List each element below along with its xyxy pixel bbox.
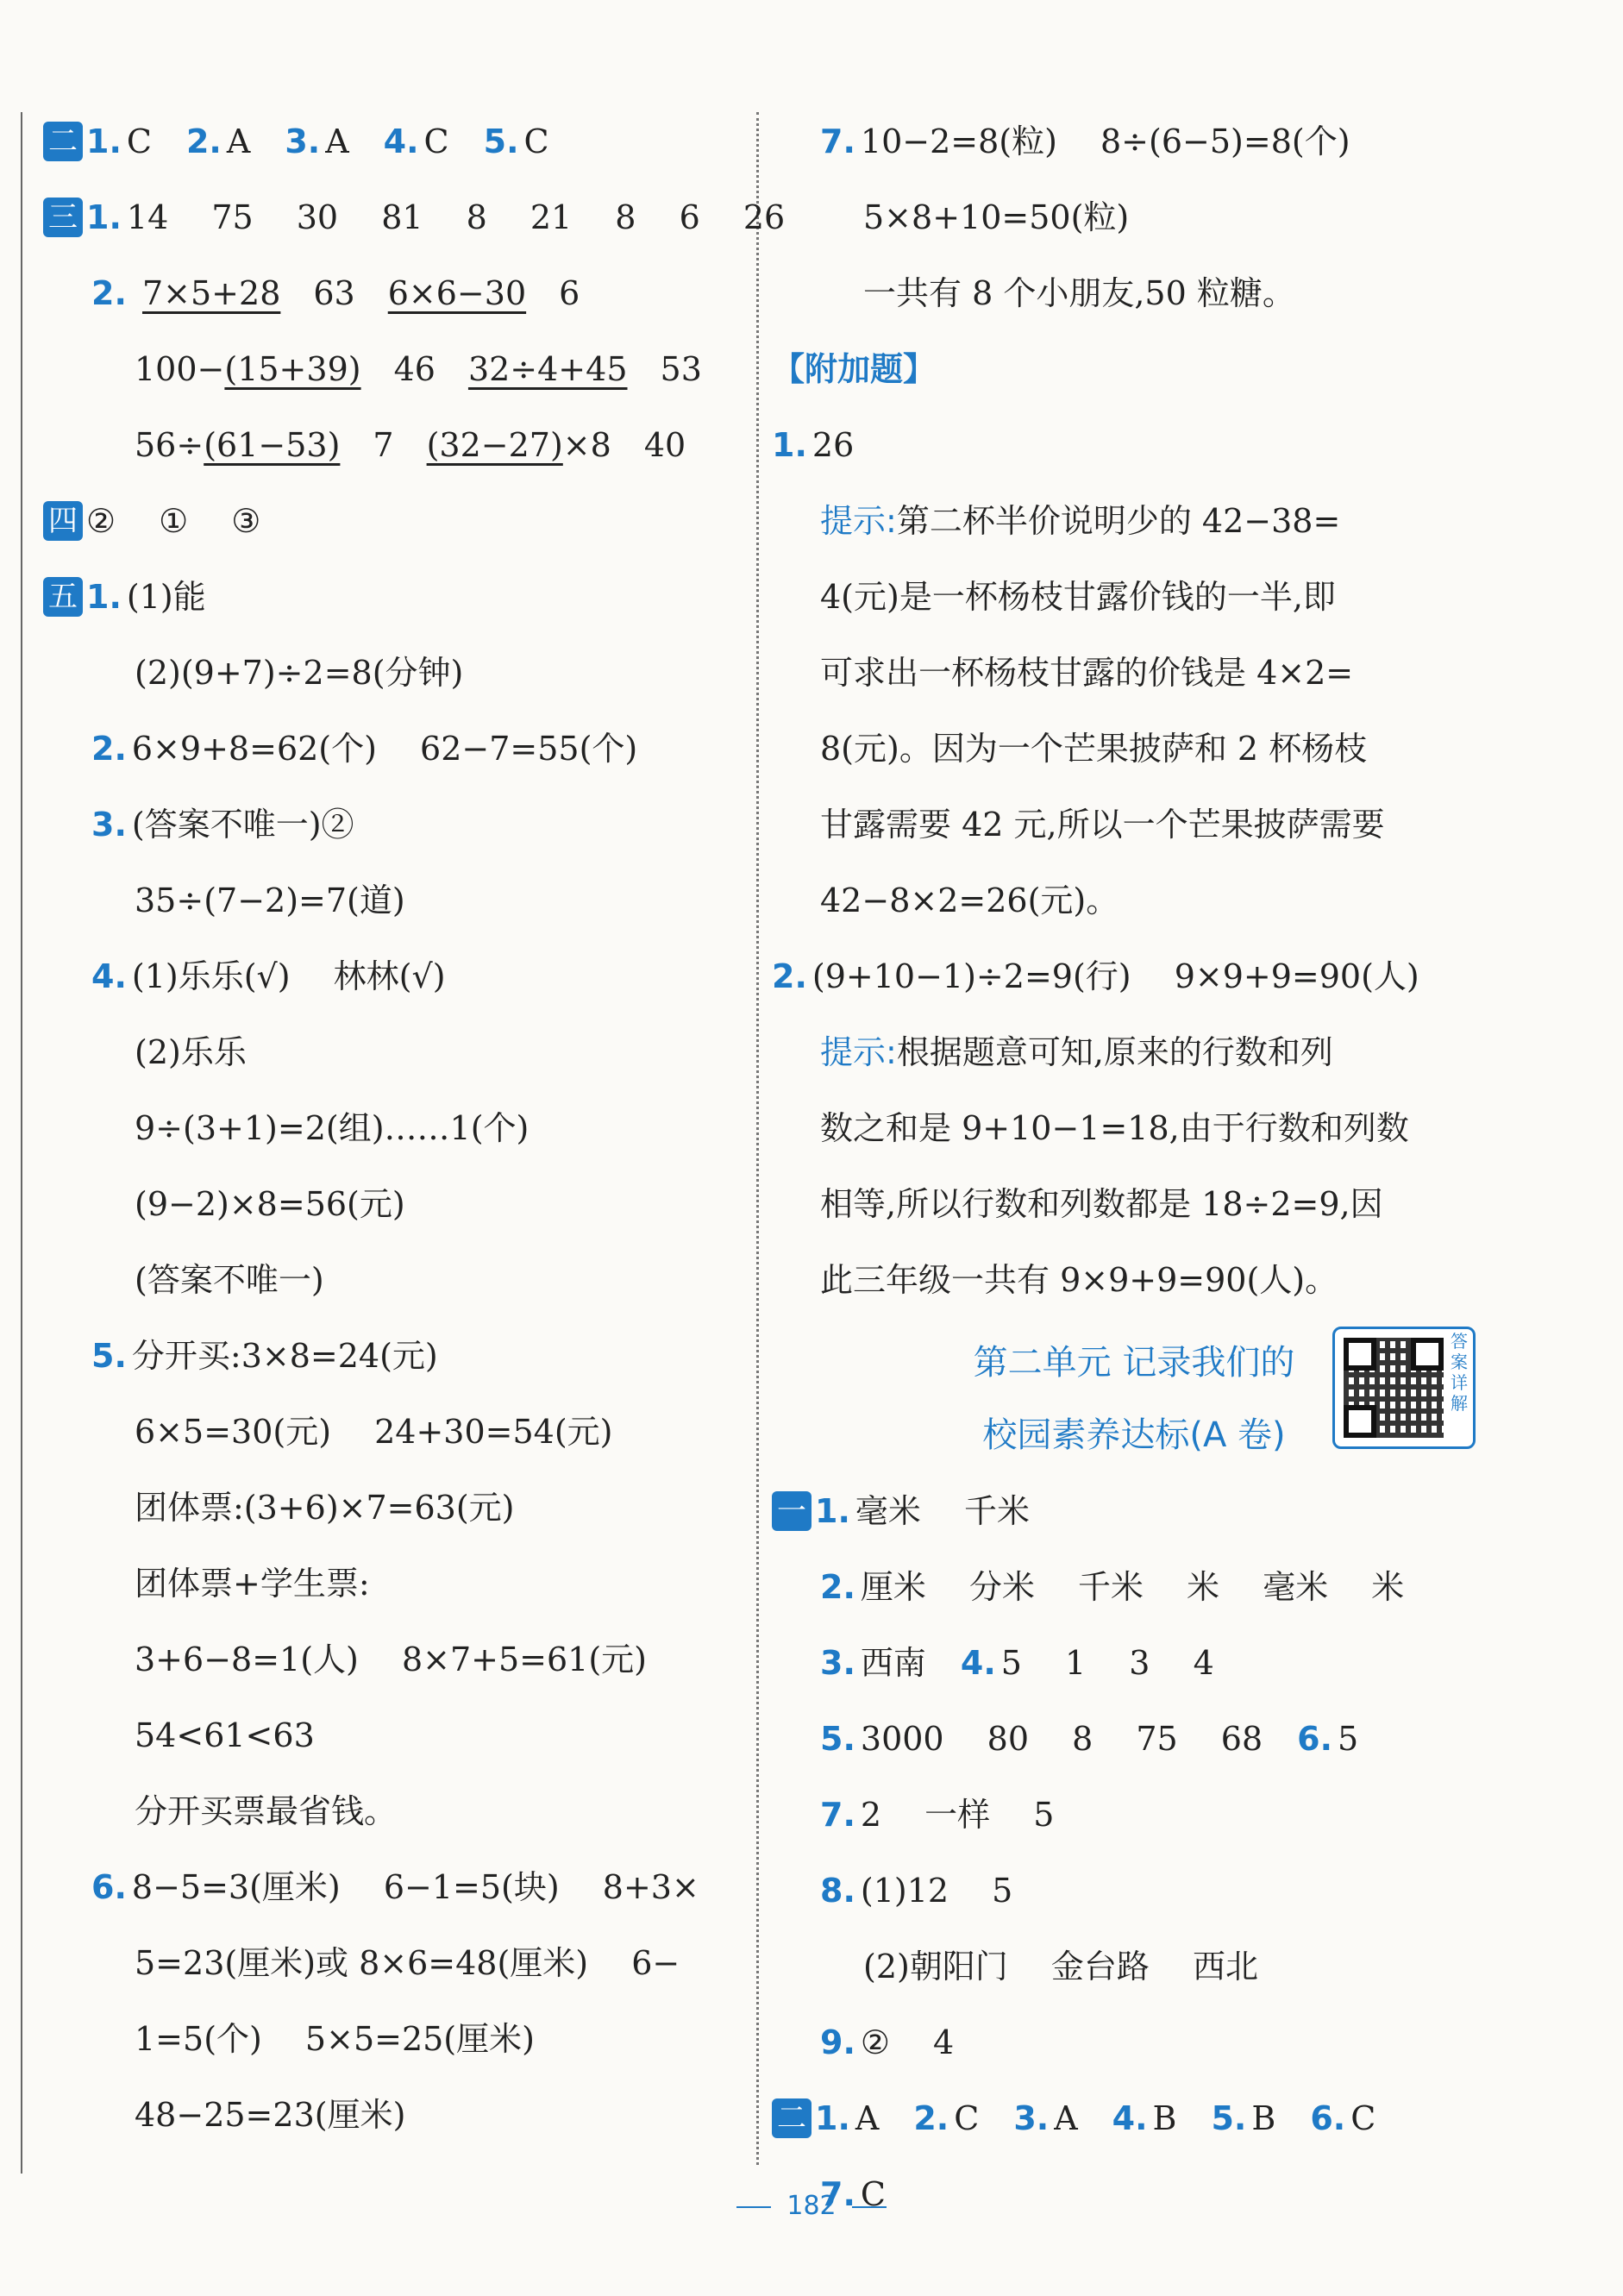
question-number: 8. — [820, 1872, 855, 1910]
answer-text: 9÷(3+1)=2(组)……1(个) — [135, 1109, 530, 1147]
answer-line — [43, 1394, 759, 1470]
answer-text: 63 — [280, 274, 388, 312]
answer-line — [43, 1166, 759, 1242]
question-number: 5. — [820, 1720, 855, 1758]
answer-line — [772, 1701, 1513, 1777]
answer-text: (9−2)×8=56(元) — [135, 1185, 405, 1223]
answer-text: (2)乐乐 — [135, 1033, 247, 1071]
answer-line — [772, 1166, 1513, 1242]
answer-line — [43, 1546, 759, 1622]
answer-text: (1)能 — [126, 578, 206, 616]
answer-line — [772, 1014, 1513, 1090]
answer-line — [43, 179, 786, 255]
answer-line — [772, 787, 1513, 863]
answer-text: 6×5=30(元) 24+30=54(元) — [135, 1413, 613, 1451]
question-number: 4. — [383, 122, 419, 160]
answer-text: C — [860, 2175, 886, 2213]
question-number: 5. — [483, 122, 519, 160]
question-number: 3. — [820, 1644, 855, 1682]
question-number: 1. — [86, 198, 122, 236]
answer-text: 分开买:3×8=24(元) — [131, 1337, 438, 1375]
answer-text: ② ① ③ — [86, 502, 261, 540]
qr-corner — [1344, 1405, 1376, 1438]
answer-line — [772, 483, 1513, 559]
answer-text: 一共有 8 个小朋友,50 粒糖。 — [863, 274, 1295, 312]
answer-line — [43, 255, 759, 331]
answer-text: 5 — [1338, 1720, 1359, 1758]
answer-text: 3+6−8=1(人) 8×7+5=61(元) — [135, 1640, 648, 1678]
answer-line — [772, 1777, 1513, 1853]
question-number: 2. — [185, 122, 222, 160]
footer-dash — [736, 2206, 771, 2208]
answer-text: (9+10−1)÷2=9(行) 9×9+9=90(人) — [812, 957, 1419, 995]
qr-corner — [1344, 1338, 1376, 1371]
question-number: 9. — [820, 2023, 855, 2061]
answer-text: 6 — [526, 274, 580, 312]
answer-text: (1)12 5 — [860, 1872, 1013, 1910]
answer-line — [772, 635, 1513, 711]
answer-line — [43, 1470, 759, 1546]
answer-text: 8(元)。因为一个芒果披萨和 2 杯杨枝 — [820, 730, 1368, 768]
answer-text: 5×8+10=50(粒) — [863, 198, 1130, 236]
qr-label: 答案详解 — [1451, 1331, 1468, 1414]
answer-line — [772, 1473, 1513, 1549]
answer-line — [43, 1849, 759, 1925]
answer-text: C — [423, 122, 449, 160]
answer-text: 46 — [360, 350, 468, 388]
answer-text: 根据题意可知,原来的行数和列 — [896, 1033, 1333, 1071]
question-number: 4. — [960, 1644, 996, 1682]
answer-text: (2)(9+7)÷2=8(分钟) — [135, 654, 464, 692]
question-number: 1. — [815, 2099, 850, 2137]
answer-line — [772, 938, 1513, 1014]
answer-line — [43, 938, 759, 1014]
answer-text: B — [1152, 2099, 1177, 2137]
answer-text: 第二杯半价说明少的 42−38= — [896, 502, 1341, 540]
answer-line — [772, 407, 1513, 483]
answer-text: 5=23(厘米)或 8×6=48(厘米) 6− — [135, 1944, 680, 1982]
question-number: 3. — [285, 122, 321, 160]
section-title-line2: 校园素养达标(A 卷) — [982, 1415, 1286, 1455]
question-number: 2. — [91, 274, 127, 312]
answer-line — [772, 331, 1513, 407]
answer-line — [43, 559, 759, 635]
question-number: 7. — [820, 2175, 855, 2213]
answer-line — [772, 559, 1513, 635]
section-title-line1: 第二单元 记录我们的 — [973, 1343, 1295, 1383]
answer-text: 6×9+8=62(个) 62−7=55(个) — [131, 730, 638, 768]
answer-line — [43, 787, 759, 863]
right-answers-part2 — [772, 1473, 1513, 2232]
answer-text: 相等,所以行数和列数都是 18÷2=9,因 — [820, 1185, 1383, 1223]
answer-text: 48−25=23(厘米) — [135, 2096, 406, 2134]
answer-line — [772, 2080, 1513, 2156]
answer-text: 团体票:(3+6)×7=63(元) — [135, 1489, 515, 1527]
question-number: 4. — [91, 957, 127, 995]
question-number: 1. — [86, 122, 122, 160]
question-number: 5. — [1211, 2099, 1247, 2137]
answer-text: 14 75 30 81 8 21 8 6 26 — [126, 198, 786, 236]
answer-text: 26 — [812, 426, 855, 464]
answer-text: 西南 — [860, 1644, 926, 1682]
answer-text: ② 4 — [860, 2023, 955, 2061]
answer-line — [772, 863, 1513, 938]
answer-text: A — [325, 122, 349, 160]
answer-line — [772, 1242, 1513, 1318]
question-number: 4. — [1112, 2099, 1148, 2137]
answer-line — [43, 863, 759, 938]
answer-line — [772, 104, 1513, 179]
answer-line — [772, 1853, 1513, 1929]
answer-line — [43, 483, 759, 559]
answer-text: 可求出一杯杨枝甘露的价钱是 4×2= — [820, 654, 1354, 692]
section-badge: 五 — [43, 577, 83, 617]
left-column — [43, 104, 786, 2153]
answer-line — [43, 2001, 759, 2077]
extra-questions-tag: 【附加题】 — [772, 350, 937, 388]
answer-text: 35÷(7−2)=7(道) — [135, 881, 405, 919]
question-number: 1. — [815, 1492, 850, 1530]
question-number: 2. — [91, 730, 127, 768]
answer-text: C — [126, 122, 152, 160]
question-number: 7. — [820, 1796, 855, 1834]
question-number: 1. — [86, 578, 122, 616]
answer-line — [43, 407, 759, 483]
answer-line — [43, 1925, 759, 2001]
answer-text: A — [855, 2099, 880, 2137]
answer-text: 团体票+学生票: — [135, 1565, 370, 1603]
answer-text: B — [1251, 2099, 1276, 2137]
answer-line — [43, 2077, 759, 2153]
answer-line — [772, 711, 1513, 787]
answer-text: 42−8×2=26(元)。 — [820, 881, 1119, 919]
answer-text: 7 — [340, 426, 427, 464]
answer-line — [43, 1090, 759, 1166]
question-number: 6. — [1297, 1720, 1333, 1758]
answer-line — [772, 1929, 1513, 2004]
answer-text: 56÷ — [135, 426, 204, 464]
answer-text: 1=5(个) 5×5=25(厘米) — [135, 2020, 535, 2058]
question-number: 6. — [91, 1868, 127, 1906]
qr-code[interactable] — [1332, 1327, 1476, 1449]
answer-text: C — [523, 122, 549, 160]
answer-text: 4(元)是一杯杨枝甘露价钱的一半,即 — [820, 578, 1336, 616]
question-number: 2. — [772, 957, 807, 995]
answer-line — [772, 179, 1513, 255]
answer-text: ×8 40 — [562, 426, 686, 464]
answer-text: 54<61<63 — [135, 1716, 315, 1754]
underlined-step: 32÷4+45 — [467, 350, 628, 388]
underlined-step: (32−27) — [426, 426, 563, 464]
question-number: 3. — [1013, 2099, 1050, 2137]
answer-text: 100− — [135, 350, 225, 388]
hint-label: 提示: — [820, 502, 897, 540]
answer-line — [772, 1625, 1513, 1701]
answer-line — [43, 104, 759, 179]
footer-dash — [852, 2206, 887, 2208]
answer-text: A — [226, 122, 251, 160]
page-footer — [0, 2191, 1623, 2221]
answer-line — [43, 1318, 759, 1394]
question-number: 7. — [820, 122, 855, 160]
answer-text: 8−5=3(厘米) 6−1=5(块) 8+3× — [131, 1868, 699, 1906]
answer-text: 10−2=8(粒) 8÷(6−5)=8(个) — [860, 122, 1350, 160]
answer-text: 此三年级一共有 9×9+9=90(人)。 — [820, 1261, 1338, 1299]
answer-text: 甘露需要 42 元,所以一个芒果披萨需要 — [820, 806, 1385, 844]
underlined-step: 7×5+28 — [141, 274, 281, 312]
answer-text: 分开买票最省钱。 — [135, 1792, 398, 1830]
answer-line — [772, 255, 1513, 331]
answer-text: 毫米 千米 — [855, 1492, 1030, 1530]
section-badge: 四 — [43, 501, 83, 541]
qr-corner — [1411, 1338, 1444, 1371]
answer-line — [772, 1090, 1513, 1166]
answer-text: 5 1 3 4 — [1000, 1644, 1214, 1682]
answer-line — [772, 2004, 1513, 2080]
question-number: 6. — [1310, 2099, 1346, 2137]
page-number: 182 — [786, 2191, 837, 2221]
question-number: 1. — [772, 426, 807, 464]
underlined-step: 6×6−30 — [387, 274, 527, 312]
underlined-step: (15+39) — [224, 350, 361, 388]
answer-line — [43, 635, 759, 711]
answer-line — [43, 1014, 759, 1090]
answer-text: (答案不唯一) — [135, 1261, 324, 1299]
answer-text: (答案不唯一)② — [131, 806, 354, 844]
answer-text: 53 — [627, 350, 702, 388]
answer-text: 3000 80 8 75 68 — [860, 1720, 1263, 1758]
question-number: 3. — [91, 806, 127, 844]
answer-text: (2)朝阳门 金台路 西北 — [863, 1948, 1258, 1985]
section-badge: 三 — [43, 198, 83, 237]
question-number: 2. — [820, 1568, 855, 1606]
answer-line — [43, 1622, 759, 1697]
answer-text: 数之和是 9+10−1=18,由于行数和列数 — [820, 1109, 1409, 1147]
hint-label: 提示: — [820, 1033, 897, 1071]
section-badge: 二 — [43, 122, 83, 161]
answer-line — [43, 1773, 759, 1849]
answer-text: A — [1054, 2099, 1078, 2137]
right-answers-part1 — [772, 104, 1513, 1318]
margin-line — [21, 112, 22, 2174]
answer-line — [43, 1242, 759, 1318]
answer-text: C — [1350, 2099, 1376, 2137]
answer-text: 2 一样 5 — [860, 1796, 1055, 1834]
answer-text: C — [954, 2099, 980, 2137]
section-header — [772, 1327, 1513, 1473]
answer-text: (1)乐乐(√) 林林(√) — [131, 957, 446, 995]
question-number: 5. — [91, 1337, 127, 1375]
right-column — [772, 104, 1513, 2232]
answer-line — [43, 711, 759, 787]
answer-line — [43, 1697, 759, 1773]
section-badge: 二 — [772, 2098, 812, 2138]
answer-line — [772, 1549, 1513, 1625]
answer-line — [43, 331, 759, 407]
answer-text: 厘米 分米 千米 米 毫米 米 — [860, 1568, 1405, 1606]
underlined-step: (61−53) — [204, 426, 341, 464]
question-number: 2. — [913, 2099, 949, 2137]
section-badge: 一 — [772, 1491, 812, 1531]
